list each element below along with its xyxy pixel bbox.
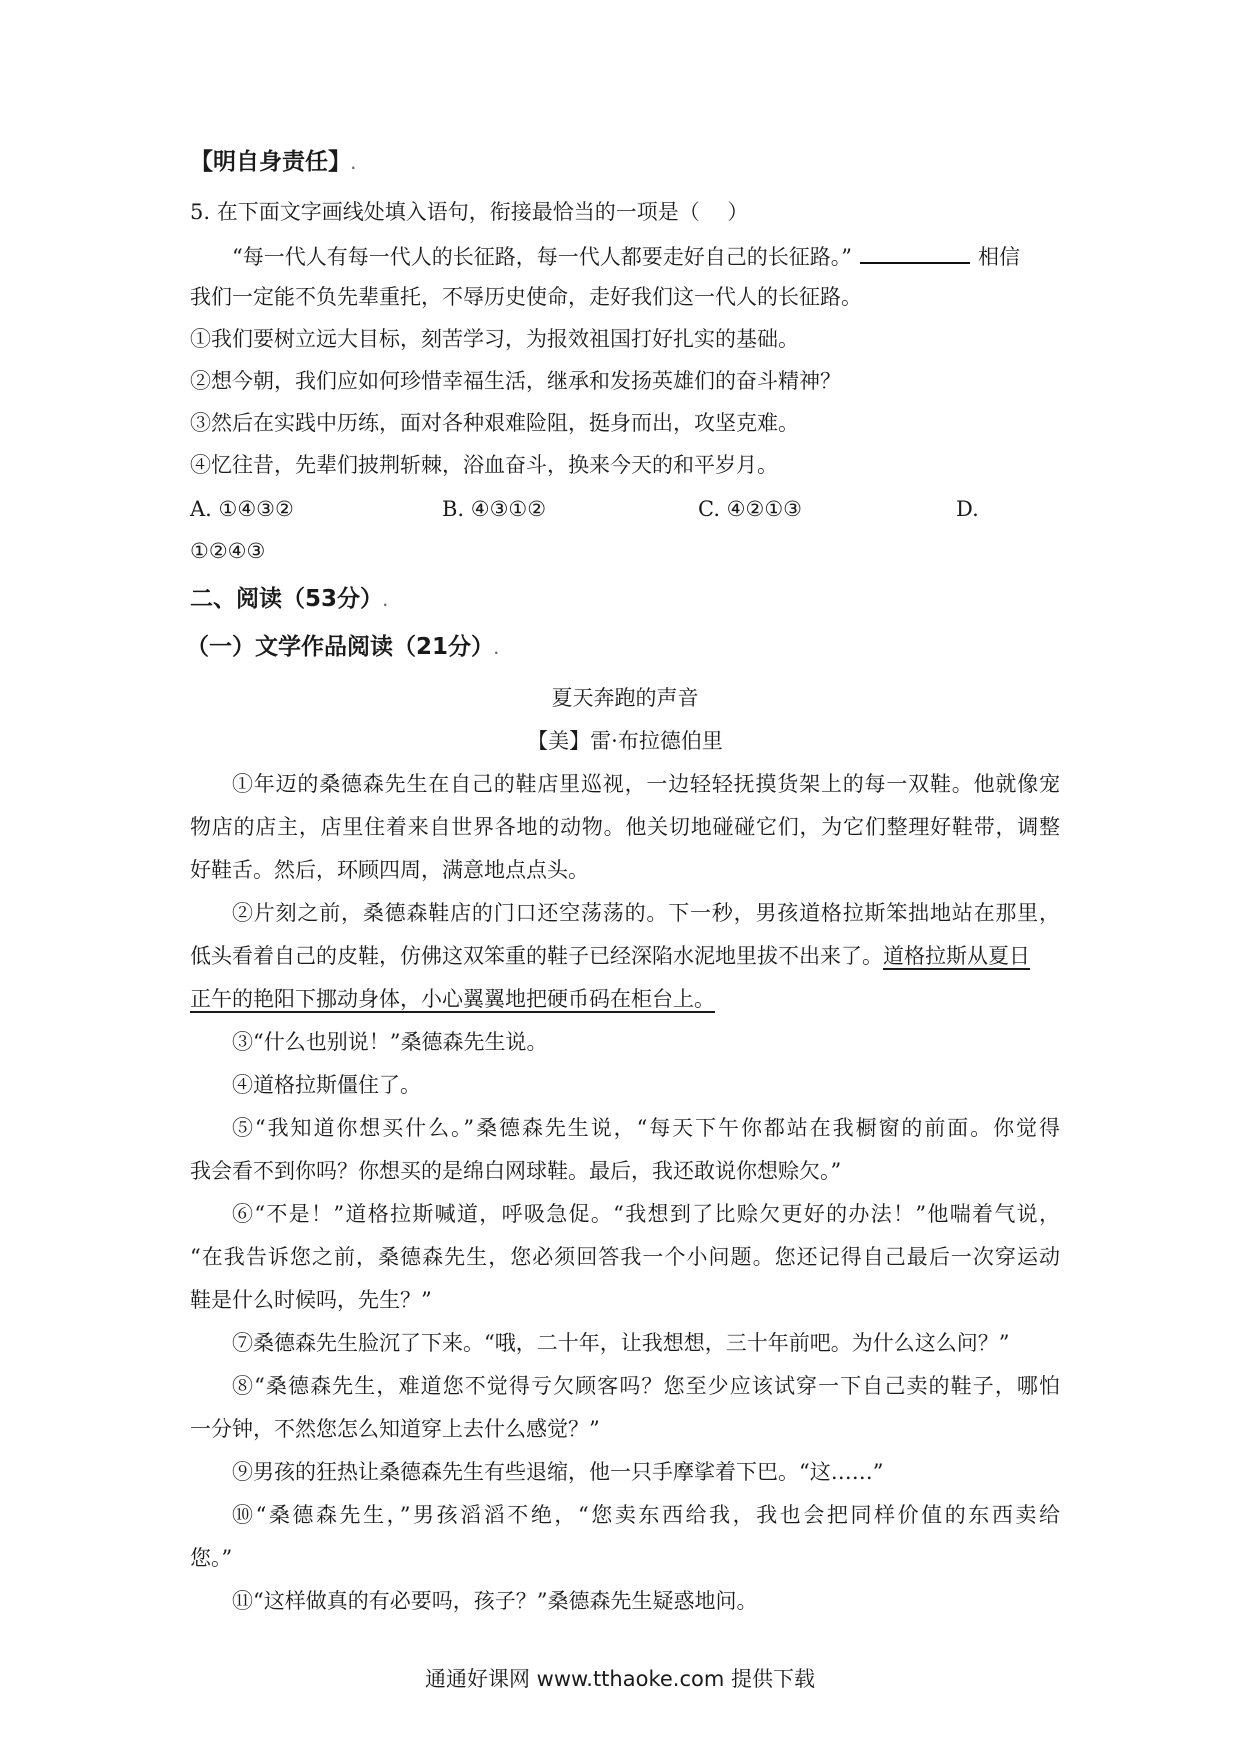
sentence-item-2: ②想今朝，我们应如何珍惜幸福生活，继承和发扬英雄们的奋斗精神？: [190, 369, 841, 393]
quote-text-after-blank: 相信: [977, 245, 1020, 269]
option-c: C. ④②①③: [698, 497, 802, 521]
paragraph-1-line-1: ①年迈的桑德森先生在自己的鞋店里巡视，一边轻轻抚摸货架上的每一双鞋。他就像宠: [232, 772, 1060, 796]
paragraph-2-line-1: ②片刻之前，桑德森鞋店的门口还空荡荡的。下一秒，男孩道格拉斯笨拙地站在那里，: [232, 901, 1060, 925]
paragraph-6-line-1: ⑥“不是！”道格拉斯喊道，呼吸急促。“我想到了比赊欠更好的办法！”他喘着气说，: [232, 1202, 1060, 1226]
part2-heading: [190, 584, 1060, 617]
page-footer: 通通好课网 www.tthaoke.com 提供下载: [425, 1667, 815, 1691]
paragraph-11: ⑪“这样做真的有必要吗，孩子？”桑德森先生疑惑地问。: [232, 1589, 758, 1613]
paragraph-6-line-3: 鞋是什么时候吗，先生？”: [190, 1288, 432, 1312]
section-heading-text: 【明自身责任】: [190, 149, 351, 175]
paragraph-10-line-2: 您。”: [190, 1546, 233, 1570]
underlined-sentence-part1: 道格拉斯从夏日: [883, 944, 1030, 968]
paragraph-8-line-1: ⑧“桑德森先生，难道您不觉得亏欠顾客吗？您至少应该试穿一下自己卖的鞋子，哪怕: [232, 1374, 1060, 1398]
sentence-item-1: ①我们要树立远大目标，刻苦学习，为报效祖国打好扎实的基础。: [190, 327, 799, 351]
paragraph-3: ③“什么也别说！”桑德森先生说。: [232, 1030, 548, 1054]
mark-dot: .: [494, 643, 499, 657]
paragraph-1-line-2: 物店的店主，店里住着来自世界各地的动物。他关切地碰碰它们，为它们整理好鞋带，调整: [190, 815, 1060, 839]
sentence-item-3: ③然后在实践中历练，面对各种艰难险阻，挺身而出，攻坚克难。: [190, 411, 799, 435]
sub-heading-text: （一）文学作品阅读（21分）: [186, 634, 495, 660]
mark-dot: .: [351, 158, 356, 172]
part2-heading-text: 二、阅读（53分）: [190, 586, 384, 612]
paragraph-8-line-2: 一分钟，不然您怎么知道穿上去什么感觉？”: [190, 1417, 600, 1441]
paragraph-9: ⑨男孩的狂热让桑德森先生有些退缩，他一只手摩挲着下巴。“这……”: [232, 1460, 884, 1484]
paragraph-2-line-2: [190, 941, 1060, 971]
option-b: B. ④③①②: [442, 497, 547, 521]
paragraph-6-line-2: “在我告诉您之前，桑德森先生，您必须回答我一个小问题。您还记得自己最后一次穿运动: [190, 1245, 1060, 1269]
option-a: A. ①④③②: [190, 497, 294, 521]
paragraph-5-line-2: 我会看不到你吗？你想买的是绵白网球鞋。最后，我还敢说你想赊欠。”: [190, 1159, 842, 1183]
fill-blank: [860, 240, 970, 264]
paragraph-4: ④道格拉斯僵住了。: [232, 1073, 421, 1097]
sub-heading: [186, 632, 1056, 665]
paragraph-1-line-3: 好鞋舌。然后，环顾四周，满意地点点头。: [190, 858, 589, 882]
article-author: 【美】雷·布拉德伯里: [527, 729, 723, 753]
quote-text: “每一代人有每一代人的长征路，每一代人都要走好自己的长征路。”: [232, 245, 852, 269]
underlined-sentence-part2: 正午的艳阳下挪动身体，小心翼翼地把硬币码在柜台上。: [190, 987, 715, 1011]
mark-dot: .: [383, 595, 388, 609]
question-quote-line2: 我们一定能不负先辈重托，不辱历史使命，走好我们这一代人的长征路。: [190, 285, 862, 309]
option-d-label: D.: [956, 497, 979, 521]
paragraph-10-line-1: ⑩“桑德森先生，”男孩滔滔不绝，“您卖东西给我，我也会把同样价值的东西卖给: [232, 1503, 1060, 1527]
sentence-item-4: ④忆往昔，先辈们披荆斩棘，浴血奋斗，换来今天的和平岁月。: [190, 453, 778, 477]
question-quote-line1: [190, 240, 1060, 272]
option-d-value: ①②④③: [190, 539, 266, 563]
section-heading: [190, 147, 1060, 180]
paragraph-2-line-3: [190, 984, 1060, 1014]
paragraph-2-plain-text: 低头看着自己的皮鞋，仿佛这双笨重的鞋子已经深陷水泥地里拔不出来了。: [190, 944, 883, 968]
paragraph-5-line-1: ⑤“我知道你想买什么。”桑德森先生说，“每天下午你都站在我橱窗的前面。你觉得: [232, 1116, 1060, 1140]
article-title: 夏天奔跑的声音: [551, 686, 699, 710]
paragraph-7: ⑦桑德森先生脸沉了下来。“哦，二十年，让我想想，三十年前吧。为什么这么问？”: [232, 1331, 1010, 1355]
question-stem: 5. 在下面文字画线处填入语句，衔接最恰当的一项是（ ）: [190, 200, 749, 224]
